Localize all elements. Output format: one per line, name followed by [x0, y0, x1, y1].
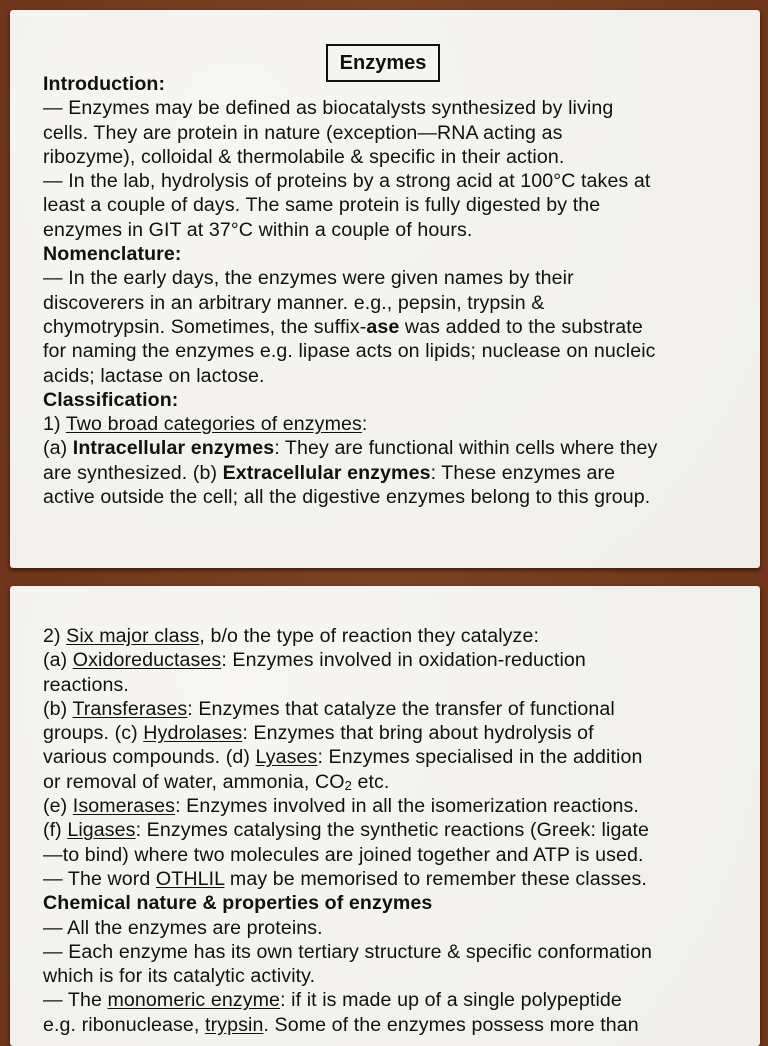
item-number: 1) — [43, 413, 66, 436]
item-prefix: (a) — [43, 649, 73, 672]
intro-line: ribozyme), colloidal & thermolabile & specific in their action. — [43, 145, 565, 168]
class-desc: or removal of water, ammonia, CO — [43, 770, 345, 793]
intracellular-term: Intracellular enzymes — [72, 437, 275, 460]
term-hydrolases: Hydrolases — [143, 722, 243, 745]
slide-title: Enzymes — [326, 44, 440, 82]
class-desc: : Enzymes that catalyze the transfer of functional — [187, 697, 615, 720]
class-f-line — [43, 818, 746, 842]
monomeric-cont — [43, 1013, 746, 1037]
slide-2-body — [43, 624, 746, 1037]
class-desc: : Enzymes specialised in the addition — [317, 746, 643, 769]
two-categories-label: Two broad categories of enzymes — [65, 413, 362, 436]
item-prefix: (e) — [43, 795, 73, 818]
term-isomerases: Isomerases — [72, 795, 176, 818]
slide-card-2 — [10, 586, 760, 1046]
extracellular-line — [43, 461, 746, 485]
nomenclature-line — [43, 315, 746, 339]
extracellular-desc: : These enzymes are — [430, 461, 616, 484]
heading-nomenclature: Nomenclature: — [43, 243, 182, 266]
class-desc: : Enzymes involved in all the isomerization reactions. — [175, 795, 639, 818]
chem-line: — All the enzymes are proteins. — [43, 916, 323, 939]
intro-line: enzymes in GIT at 37°C within a couple of hours. — [43, 218, 473, 241]
term-othlil: OTHLIL — [155, 867, 225, 890]
heading-introduction: Introduction: — [43, 73, 166, 95]
nomenclature-line: for naming the enzymes e.g. lipase acts on lipids; nuclease on nucleic — [43, 340, 656, 363]
heading-chemical-nature: Chemical nature & properties of enzymes — [43, 892, 433, 915]
item-prefix: various compounds. (d) — [43, 746, 256, 769]
term-oxidoreductases: Oxidoreductases — [72, 649, 222, 672]
six-classes-line — [43, 624, 746, 648]
nomenclature-text: chymotrypsin. Sometimes, the suffix- — [43, 315, 367, 338]
chem-text: : if it is made up of a single polypeptide — [280, 989, 622, 1012]
classification-item-1 — [43, 412, 746, 436]
intro-line: least a couple of days. The same protein is fully digested by the — [43, 194, 601, 217]
class-d-cont — [43, 770, 746, 794]
mnemonic-text: may be memorised to remember these classes. — [224, 867, 647, 890]
class-b-line — [43, 697, 746, 721]
term-monomeric-enzyme: monomeric enzyme — [107, 989, 281, 1012]
chem-text: e.g. ribonuclease, — [43, 1013, 206, 1036]
intracellular-line — [43, 436, 746, 460]
class-desc: : Enzymes that bring about hydrolysis of — [242, 722, 594, 745]
item-prefix: groups. (c) — [43, 722, 144, 745]
subscript-2: 2 — [344, 777, 352, 793]
class-desc: : Enzymes catalysing the synthetic reactions (Greek: ligate — [135, 819, 649, 842]
class-desc: : Enzymes involved in oxidation-reduction — [221, 649, 586, 672]
class-a-line — [43, 648, 746, 672]
term-lyases: Lyases — [255, 746, 318, 769]
term-trypsin: trypsin — [205, 1013, 264, 1036]
item-prefix: (f) — [43, 819, 68, 842]
chem-line: which is for its catalytic activity. — [43, 965, 316, 988]
item-prefix: (a) — [43, 437, 73, 460]
mnemonic-line — [43, 867, 746, 891]
chem-text: — The — [43, 989, 108, 1012]
six-classes-rest: , b/o the type of reaction they catalyze: — [199, 625, 539, 647]
class-desc: etc. — [351, 770, 390, 793]
term-transferases: Transferases — [72, 697, 188, 720]
nomenclature-line: acids; lactase on lactose. — [43, 364, 265, 387]
extracellular-term: Extracellular enzymes — [222, 461, 431, 484]
item-number: 2) — [43, 625, 67, 647]
nomenclature-line: — In the early days, the enzymes were given names by their — [43, 267, 574, 290]
class-f-cont: —to bind) where two molecules are joined together and ATP is used. — [43, 843, 644, 866]
item-prefix: are synthesized. (b) — [43, 461, 223, 484]
extracellular-line: active outside the cell; all the digestive enzymes belong to this group. — [43, 486, 651, 509]
intro-line: — Enzymes may be defined as biocatalysts synthesized by living — [43, 97, 614, 120]
intro-line: — In the lab, hydrolysis of proteins by a strong acid at 100°C takes at — [43, 170, 651, 193]
chem-line: — Each enzyme has its own tertiary structure & specific conformation — [43, 940, 653, 963]
colon: : — [361, 413, 368, 436]
suffix-ase: ase — [366, 315, 400, 338]
nomenclature-line: discoverers in an arbitrary manner. e.g., pepsin, trypsin & — [43, 291, 545, 314]
nomenclature-text: was added to the substrate — [399, 315, 643, 338]
class-a-cont: reactions. — [43, 673, 129, 696]
intro-line: cells. They are protein in nature (exception—RNA acting as — [43, 121, 563, 144]
slide-1-body — [43, 72, 746, 509]
class-c-line — [43, 721, 746, 745]
item-prefix: (b) — [43, 697, 73, 720]
monomeric-line — [43, 988, 746, 1012]
six-classes-label: Six major class — [66, 625, 200, 647]
class-d-line — [43, 745, 746, 769]
intracellular-desc: : They are functional within cells where they — [274, 437, 658, 460]
heading-classification: Classification: — [43, 388, 179, 411]
slide-card-1 — [10, 10, 760, 568]
term-ligases: Ligases — [67, 819, 136, 842]
chem-text: . Some of the enzymes possess more than — [263, 1013, 639, 1036]
class-e-line — [43, 794, 746, 818]
mnemonic-text: — The word — [43, 867, 156, 890]
